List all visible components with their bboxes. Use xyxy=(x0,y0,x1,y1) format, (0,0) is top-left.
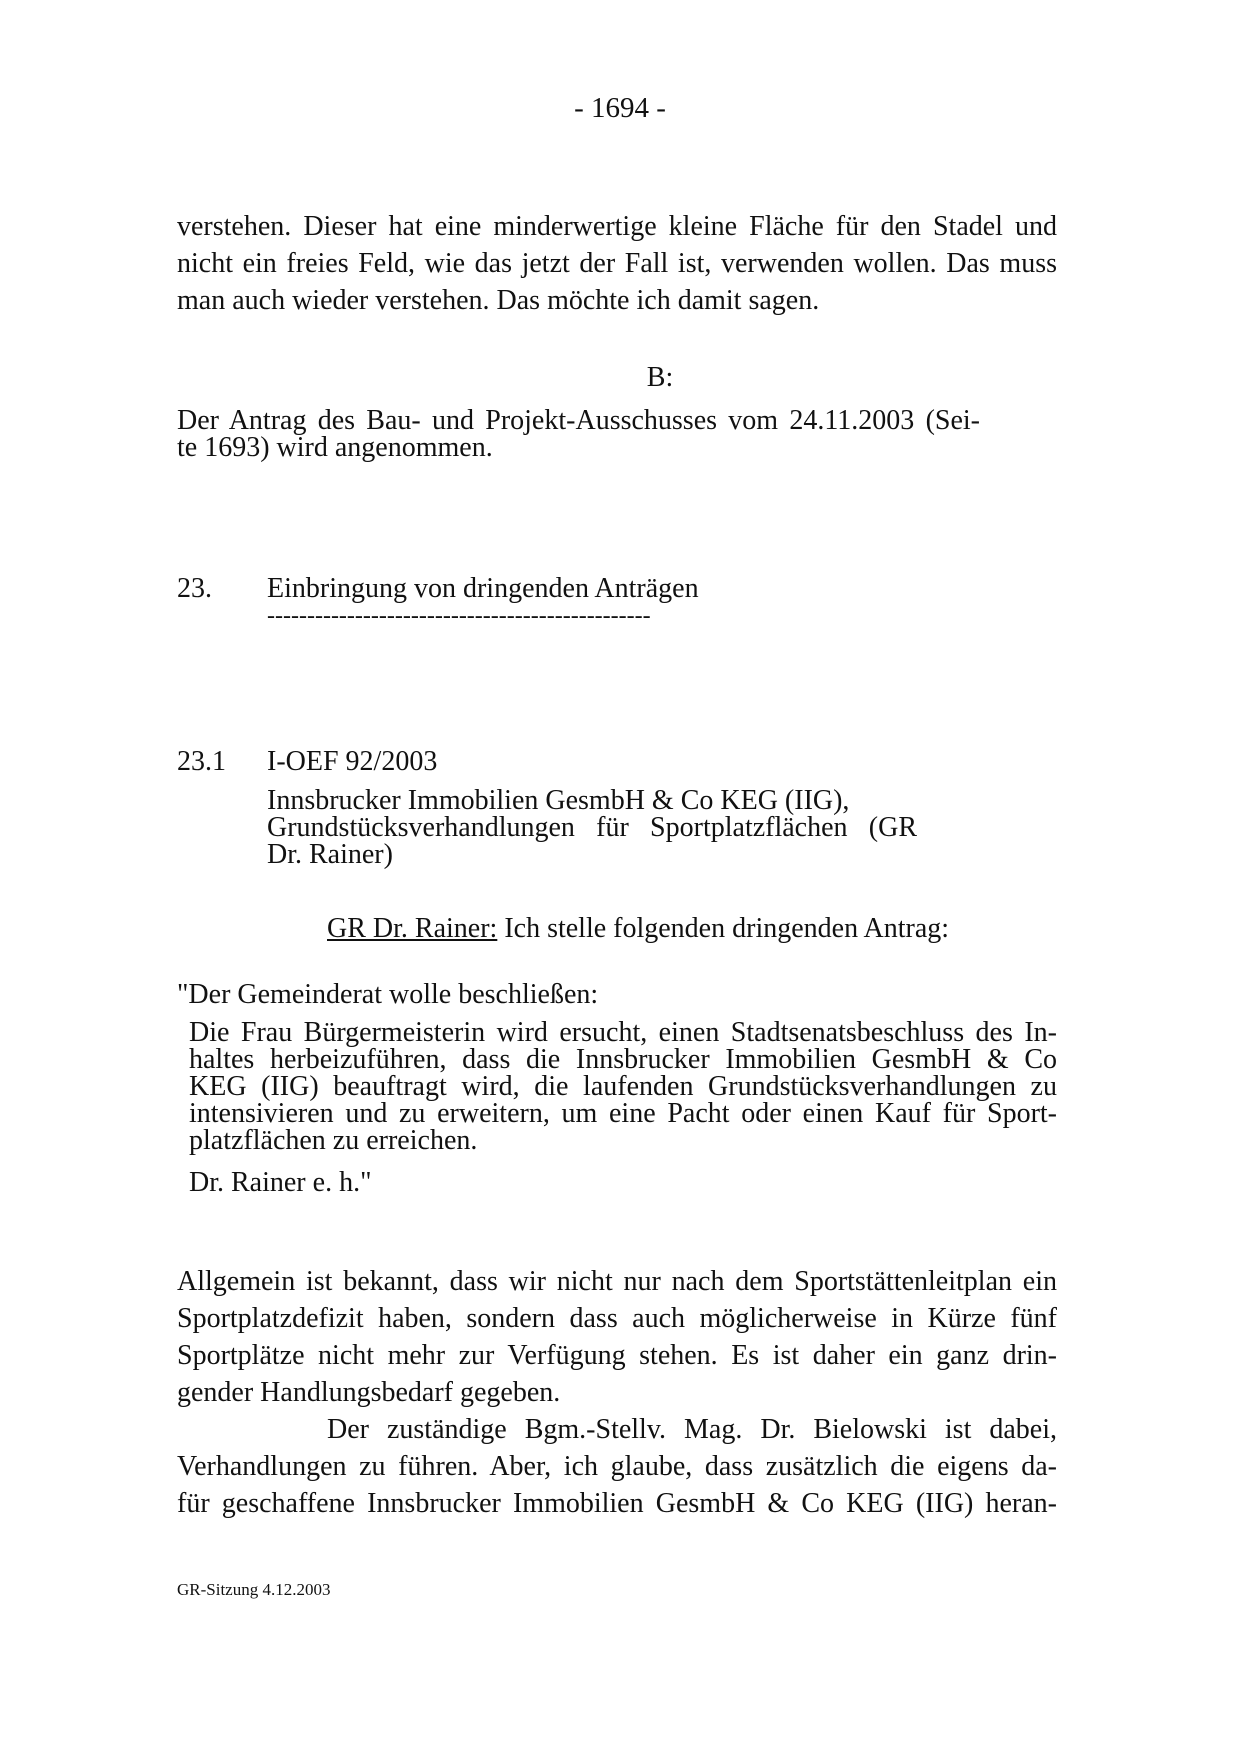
text-line: haltes herbeizuführen, dass die Innsbrucker Immobilien GesmbH & Co xyxy=(189,1044,1057,1075)
agenda-item-number: 23. xyxy=(177,573,212,604)
text-line: Sportplatzdefizit haben, sondern dass auch möglicherweise in Kürze fünf xyxy=(177,1303,1057,1334)
text-line: Sportplätze nicht mehr zur Verfügung stehen. Es ist daher ein ganz drin- xyxy=(177,1340,1057,1371)
resolution-text xyxy=(177,407,980,461)
text-line: gender Handlungsbedarf gegeben. xyxy=(177,1377,561,1408)
subitem-code: I-OEF 92/2003 xyxy=(267,746,438,777)
text-line: KEG (IIG) beauftragt wird, die laufenden Grundstücksverhandlungen zu xyxy=(189,1071,1057,1102)
motion-statement xyxy=(327,913,949,945)
subitem-subject xyxy=(267,787,917,868)
intro-paragraph xyxy=(177,208,1057,319)
text-line: Der Antrag des Bau- und Projekt-Ausschusses vom 24.11.2003 (Sei- xyxy=(177,405,980,436)
text-line: Innsbrucker Immobilien GesmbH & Co KEG (IIG), xyxy=(267,785,850,816)
statement-text: Ich stelle folgenden dringenden Antrag: xyxy=(497,913,950,944)
text-line: verstehen. Dieser hat eine minderwertige kleine Fläche für den Stadel und xyxy=(177,211,1057,242)
text-line: Grundstücksverhandlungen für Sportplatzflächen (GR xyxy=(267,812,917,843)
footer-session-date: GR-Sitzung 4.12.2003 xyxy=(177,1580,331,1599)
text-line: man auch wieder verstehen. Das möchte ich damit sagen. xyxy=(177,285,820,316)
resolution-heading: B: xyxy=(646,362,674,393)
text-line: Verhandlungen zu führen. Aber, ich glaube, dass zusätzlich die eigens da- xyxy=(177,1451,1057,1482)
text-line: platzflächen zu erreichen. xyxy=(189,1125,478,1156)
text-line: intensivieren und zu erweitern, um eine Pacht oder einen Kauf für Sport- xyxy=(189,1098,1057,1129)
text-line: nicht ein freies Feld, wie das jetzt der Fall ist, verwenden wollen. Das muss xyxy=(177,248,1057,279)
text-line: te 1693) wird angenommen. xyxy=(177,432,493,463)
motion-body xyxy=(189,1019,1057,1154)
text-line: Der zuständige Bgm.-Stellv. Mag. Dr. Bielowski ist dabei, xyxy=(327,1414,1057,1445)
motion-signature: Dr. Rainer e. h." xyxy=(189,1167,372,1198)
page-number: - 1694 - xyxy=(574,92,666,124)
text-line: Die Frau Bürgermeisterin wird ersucht, einen Stadtsenatsbeschluss des In- xyxy=(189,1017,1057,1048)
agenda-item-title: Einbringung von dringenden Anträgen xyxy=(267,573,699,604)
title-dash-underline: ------------------------------------------------ xyxy=(267,603,651,629)
subitem-number: 23.1 xyxy=(177,746,226,777)
text-line: Allgemein ist bekannt, dass wir nicht nur nach dem Sportstättenleitplan ein xyxy=(177,1266,1057,1297)
text-line: Dr. Rainer) xyxy=(267,839,393,870)
text-line: für geschaffene Innsbrucker Immobilien GesmbH & Co KEG (IIG) heran- xyxy=(177,1488,1057,1519)
discussion-paragraph xyxy=(177,1263,1057,1411)
speaker-name: GR Dr. Rainer: xyxy=(327,913,498,944)
continuation-paragraph xyxy=(177,1411,1057,1522)
quote-opening: "Der Gemeinderat wolle beschließen: xyxy=(177,979,599,1010)
